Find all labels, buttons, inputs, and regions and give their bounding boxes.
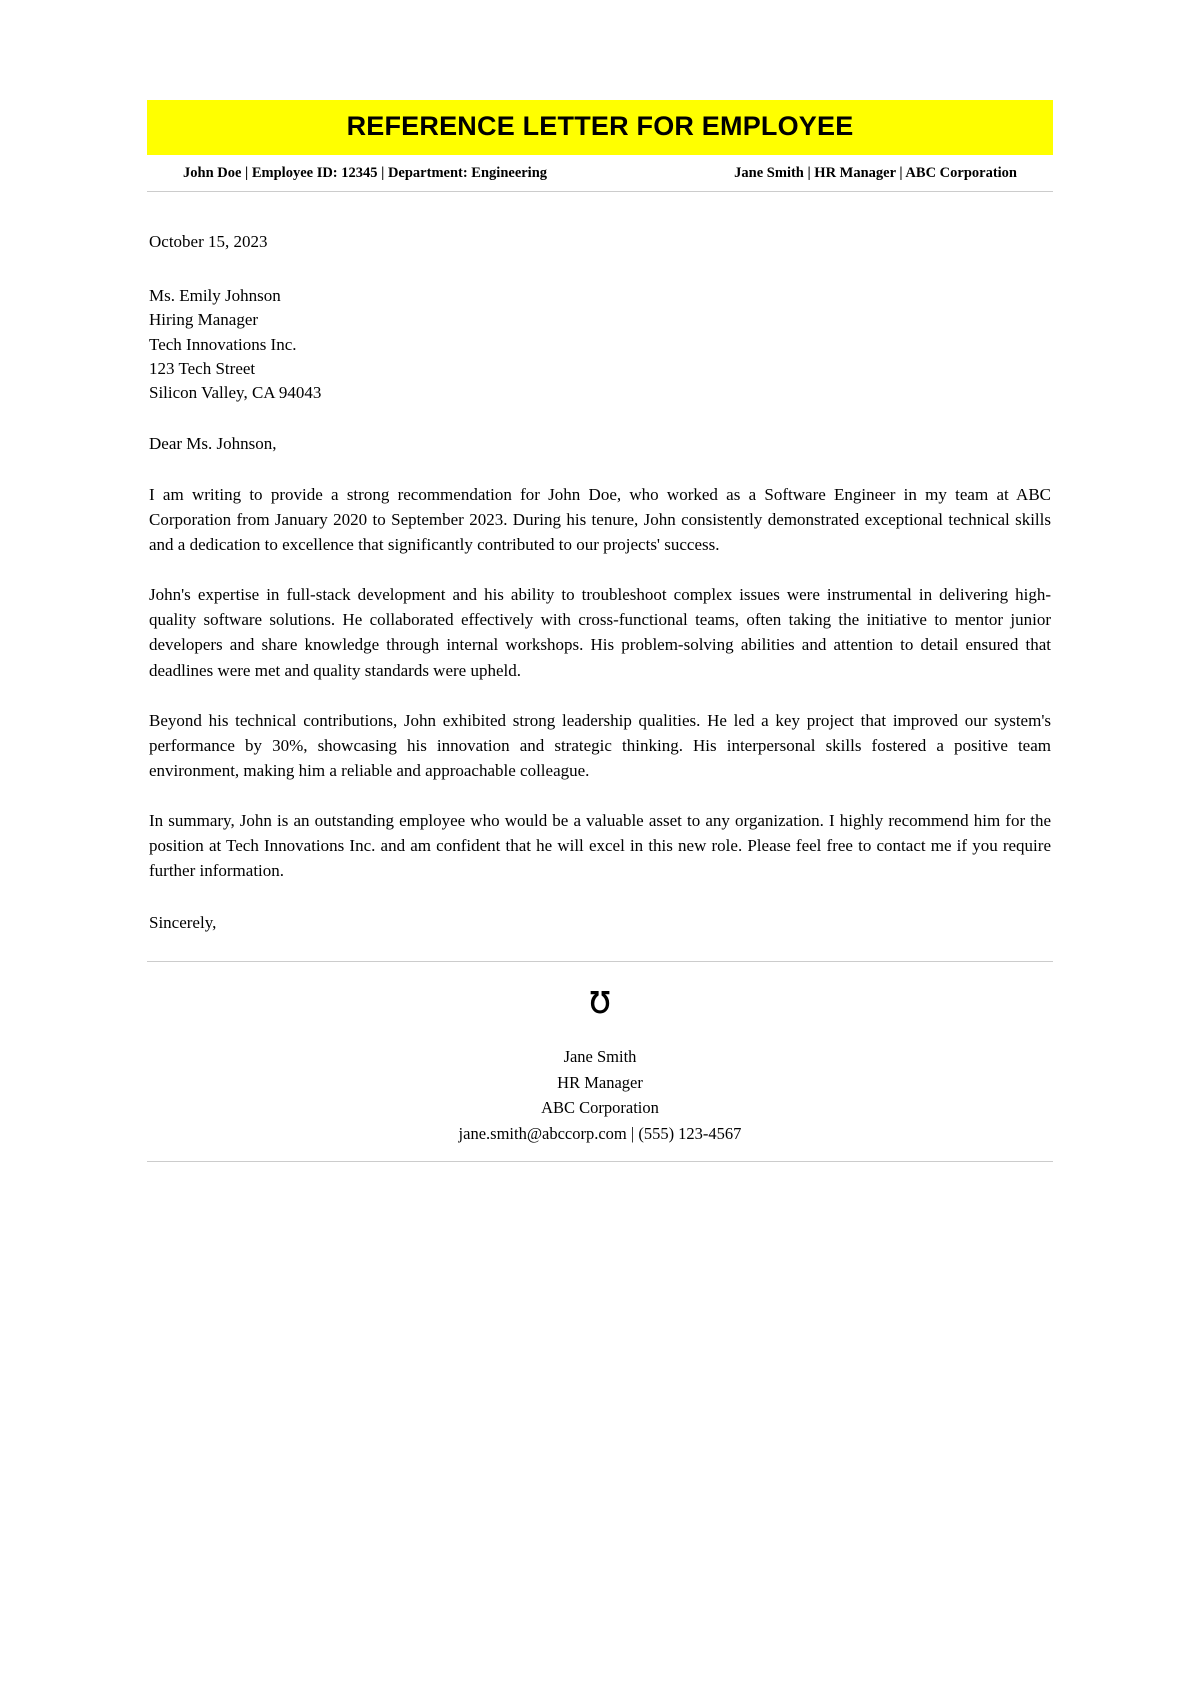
body-paragraph-2: John's expertise in full-stack development and his ability to troubleshoot complex issues were instrumental in delivering high-quality software solutions. He collaborated effectively with cross-functional teams, often taking the initiative to mentor junior developers and share knowledge through internal workshops. His problem-solving abilities and attention to detail ensured that deadlines were met and quality standards were upheld. xyxy=(149,585,1051,680)
salutation: Dear Ms. Johnson, xyxy=(149,433,277,453)
signer-contact: jane.smith@abccorp.com | (555) 123-4567 xyxy=(458,1123,742,1143)
signature-bottom-divider xyxy=(147,1161,1053,1162)
signature-block xyxy=(147,962,1053,1146)
letter-sheet xyxy=(147,0,1053,1162)
recipient-title: Hiring Manager xyxy=(149,310,259,330)
letterhead-meta-row xyxy=(147,155,1053,192)
body-paragraph-3: Beyond his technical contributions, John exhibited strong leadership qualities. He led a key project that improved our system's performance by 30%, showcasing his innovation and strategic thinking. His interpersonal skills fostered a positive team environment, making him a reliable and approachable colleague. xyxy=(149,710,1051,780)
employee-meta: John Doe | Employee ID: 12345 | Department: Engineering xyxy=(183,164,548,181)
handwritten-signature-icon: ʊ xyxy=(588,977,612,1024)
body-paragraph-1: I am writing to provide a strong recommendation for John Doe, who worked as a Software Engineer in my team at ABC Corporation from January 2020 to September 2023. During his tenure, John consistently demonstrated exceptional technical skills and a dedication to excellence that significantly contributed to our projects' success. xyxy=(149,484,1051,554)
signer-company: ABC Corporation xyxy=(541,1098,659,1118)
page-title: REFERENCE LETTER FOR EMPLOYEE xyxy=(346,111,854,141)
letter-date: October 15, 2023 xyxy=(149,231,268,251)
closing-line: Sincerely, xyxy=(149,912,217,932)
recipient-company: Tech Innovations Inc. xyxy=(149,334,297,354)
signer-role: HR Manager xyxy=(557,1072,643,1092)
sender-meta: Jane Smith | HR Manager | ABC Corporation xyxy=(734,164,1017,181)
body-paragraph-4: In summary, John is an outstanding employee who would be a valuable asset to any organization. I highly recommend him for the position at Tech Innovations Inc. and am confident that he will excel in this new role. Please feel free to contact me if you require further information. xyxy=(149,811,1051,881)
title-banner xyxy=(147,100,1053,155)
letter-body xyxy=(147,230,1053,936)
signer-name: Jane Smith xyxy=(563,1047,637,1067)
recipient-street: 123 Tech Street xyxy=(149,358,256,378)
signer-details xyxy=(147,1044,1053,1146)
recipient-city-state-zip: Silicon Valley, CA 94043 xyxy=(149,382,322,402)
recipient-address-block xyxy=(149,284,1051,405)
recipient-name: Ms. Emily Johnson xyxy=(149,286,281,306)
